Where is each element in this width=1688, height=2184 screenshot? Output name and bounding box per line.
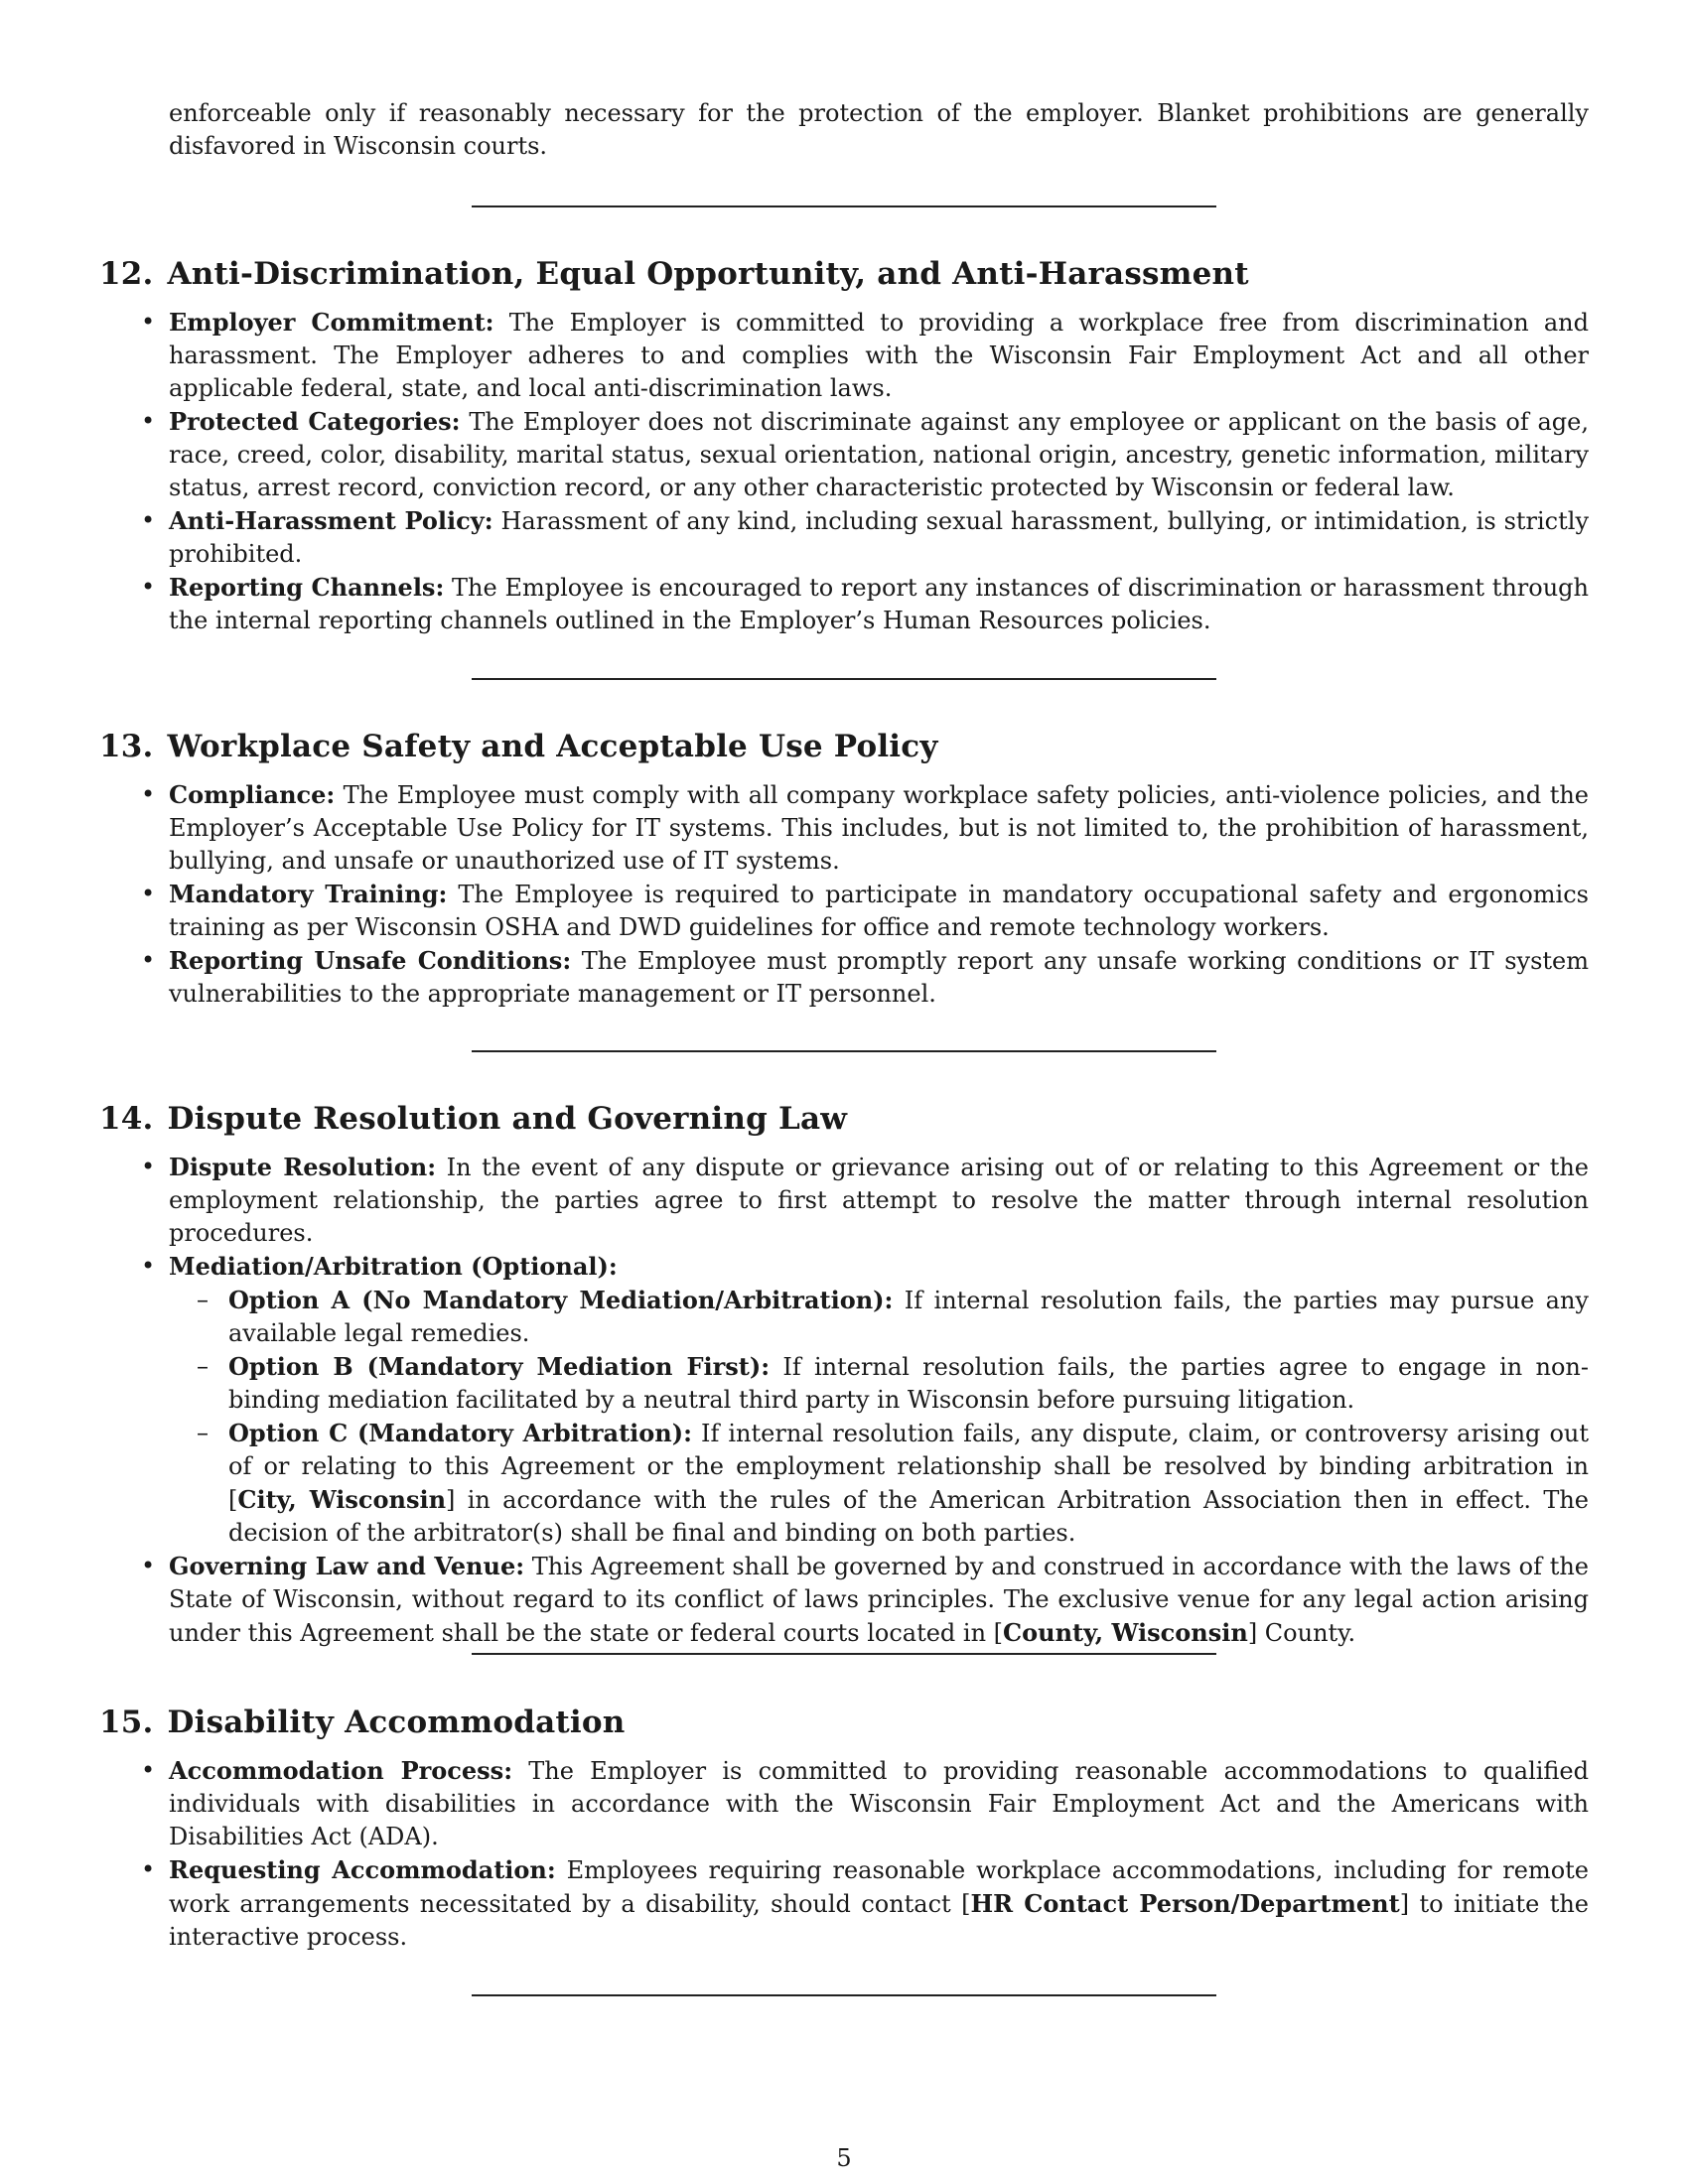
item-label: Compliance: bbox=[169, 780, 336, 809]
item-text: Harassment of any kind, including sexual harassment, bullying, or intimidation, is strictly prohibited. bbox=[169, 507, 1589, 568]
item-text: This Agreement shall be governed by and construed in accordance with the laws of the State of Wisconsin, without regard to its conflict of laws principles. The exclusive venue for any legal action arising under this Agreement shall be the state or federal courts located in [ bbox=[169, 1553, 1589, 1647]
bullet-list bbox=[99, 1151, 1589, 1650]
list-item bbox=[99, 878, 1589, 944]
list-item bbox=[99, 1151, 1589, 1250]
bullet-list bbox=[99, 1754, 1589, 1954]
item-text: ] County. bbox=[1247, 1619, 1356, 1647]
list-item bbox=[99, 944, 1589, 1011]
option-text: ] in accordance with the rules of the American Arbitration Association then in effect. The decision of the arbitrator(s) shall be final and binding on both parties. bbox=[228, 1486, 1589, 1547]
list-item bbox=[99, 1250, 1589, 1550]
option-text: If internal resolution fails, the parties agree to engage in non-binding mediation facilitated by a neutral third party in Wisconsin before pursuing litigation. bbox=[228, 1353, 1589, 1414]
bullet-icon: • bbox=[141, 506, 156, 534]
item-text: The Employer is committed to providing reasonable accommodations to qualified individuals with disabilities in accordance with the Wisconsin Fair Employment Act and the Americans with Disabilities Act (ADA). bbox=[169, 1757, 1590, 1850]
bullet-icon: • bbox=[141, 407, 156, 435]
list-item bbox=[99, 405, 1589, 504]
section-heading bbox=[99, 727, 1589, 766]
placeholder-field: County, Wisconsin bbox=[1003, 1618, 1248, 1647]
list-item bbox=[99, 571, 1589, 637]
placeholder-field: HR Contact Person/Department bbox=[970, 1889, 1400, 1918]
section-title: Anti-Discrimination, Equal Opportunity, and Anti-Harassment bbox=[167, 256, 1249, 292]
item-label: Employer Commitment: bbox=[169, 308, 494, 337]
list-item bbox=[99, 778, 1589, 878]
placeholder-field: City, Wisconsin bbox=[237, 1485, 447, 1514]
bullet-icon: • bbox=[141, 1756, 156, 1784]
item-text: The Employee is required to participate in mandatory occupational safety and ergonomics training as per Wisconsin OSHA and DWD guidelines for office and remote technology workers. bbox=[169, 881, 1589, 941]
bullet-icon: • bbox=[141, 1552, 156, 1579]
item-text: The Employee must promptly report any unsafe working conditions or IT system vulnerabilities to the appropriate management or IT personnel. bbox=[169, 947, 1589, 1008]
list-item bbox=[99, 504, 1589, 571]
section-heading bbox=[99, 1703, 1589, 1742]
section-number: 15. bbox=[99, 1705, 154, 1740]
bullet-list bbox=[99, 306, 1589, 637]
section-14 bbox=[99, 1099, 1589, 1650]
option-text: If internal resolution fails, any dispute, claim, or controversy arising out of or relating to this Agreement or the employment relationship shall be resolved by binding arbitration in [ bbox=[228, 1420, 1589, 1514]
section-15 bbox=[99, 1703, 1589, 1954]
item-text: The Employer does not discriminate against any employee or applicant on the basis of age, race, creed, color, disability, marital status, sexual orientation, national origin, ancestry, genetic information, military status, arrest record, conviction record, or any other characteristic protected by Wisconsin or federal law. bbox=[169, 408, 1589, 501]
section-13 bbox=[99, 727, 1589, 1011]
sub-list-item bbox=[169, 1350, 1589, 1417]
bullet-icon: • bbox=[141, 946, 156, 974]
bullet-icon: • bbox=[141, 880, 156, 907]
item-text: In the event of any dispute or grievance arising out of or relating to this Agreement or the employment relationship, the parties agree to first attempt to resolve the matter through internal resolution procedures. bbox=[169, 1154, 1590, 1247]
section-divider bbox=[472, 678, 1216, 680]
bullet-list bbox=[99, 778, 1589, 1011]
page-number: 5 bbox=[836, 2144, 852, 2172]
bullet-icon: • bbox=[141, 1855, 156, 1883]
section-number: 13. bbox=[99, 729, 154, 764]
dash-icon: – bbox=[197, 1352, 209, 1380]
item-label: Governing Law and Venue: bbox=[169, 1552, 525, 1580]
item-text: Employees requiring reasonable workplace accommodations, including for remote work arrangements necessitated by a disability, should contact [ bbox=[169, 1856, 1589, 1918]
dash-icon: – bbox=[197, 1419, 209, 1446]
section-number: 14. bbox=[99, 1101, 154, 1137]
sub-list bbox=[169, 1284, 1589, 1550]
list-item bbox=[99, 1754, 1589, 1853]
item-text: ] to initiate the interactive process. bbox=[169, 1890, 1590, 1951]
section-divider bbox=[472, 1653, 1216, 1655]
item-label: Reporting Unsafe Conditions: bbox=[169, 946, 572, 975]
section-heading bbox=[99, 1099, 1589, 1139]
section-divider bbox=[472, 1050, 1216, 1052]
section-title: Dispute Resolution and Governing Law bbox=[167, 1101, 848, 1137]
section-divider bbox=[472, 205, 1216, 207]
list-item bbox=[99, 1550, 1589, 1650]
section-divider bbox=[472, 1994, 1216, 1996]
section-heading bbox=[99, 254, 1589, 294]
sub-list-item bbox=[169, 1417, 1589, 1550]
option-label: Option A (No Mandatory Mediation/Arbitration): bbox=[228, 1286, 894, 1314]
bullet-icon: • bbox=[141, 308, 156, 336]
bullet-icon: • bbox=[141, 573, 156, 601]
option-label: Option B (Mandatory Mediation First): bbox=[228, 1352, 771, 1381]
intro-paragraph: enforceable only if reasonably necessary for the protection of the employer. Blanket prohibitions are generally disfavored in Wisconsin courts. bbox=[169, 99, 1589, 160]
item-label: Reporting Channels: bbox=[169, 573, 445, 602]
bullet-icon: • bbox=[141, 780, 156, 808]
sub-list-item bbox=[169, 1284, 1589, 1350]
section-title: Disability Accommodation bbox=[167, 1705, 626, 1740]
section-12 bbox=[99, 254, 1589, 637]
item-label: Accommodation Process: bbox=[169, 1756, 513, 1785]
item-label: Mandatory Training: bbox=[169, 880, 448, 908]
list-item bbox=[99, 306, 1589, 405]
bullet-icon: • bbox=[141, 1153, 156, 1180]
section-number: 12. bbox=[99, 256, 154, 292]
item-label: Anti-Harassment Policy: bbox=[169, 506, 493, 535]
item-label: Requesting Accommodation: bbox=[169, 1855, 556, 1884]
item-label: Protected Categories: bbox=[169, 407, 461, 436]
option-text: If internal resolution fails, the parties may pursue any available legal remedies. bbox=[228, 1287, 1589, 1347]
bullet-icon: • bbox=[141, 1252, 156, 1280]
item-text: The Employer is committed to providing a workplace free from discrimination and harassment. The Employer adheres to and complies with the Wisconsin Fair Employment Act and all other applicable federal, state, and local anti-discrimination laws. bbox=[169, 309, 1590, 402]
section-title: Workplace Safety and Acceptable Use Policy bbox=[167, 729, 938, 764]
item-label: Dispute Resolution: bbox=[169, 1153, 437, 1181]
item-text: The Employee is encouraged to report any instances of discrimination or harassment through the internal reporting channels outlined in the Employer’s Human Resources policies. bbox=[169, 574, 1590, 634]
dash-icon: – bbox=[197, 1286, 209, 1313]
item-label: Mediation/Arbitration (Optional): bbox=[169, 1252, 618, 1281]
item-text: The Employee must comply with all company workplace safety policies, anti-violence policies, and the Employer’s Acceptable Use Policy for IT systems. This includes, but is not limited to, the prohibition of harassment, bullying, and unsafe or unauthorized use of IT systems. bbox=[169, 781, 1589, 875]
option-label: Option C (Mandatory Arbitration): bbox=[228, 1419, 692, 1447]
list-item bbox=[99, 1853, 1589, 1954]
